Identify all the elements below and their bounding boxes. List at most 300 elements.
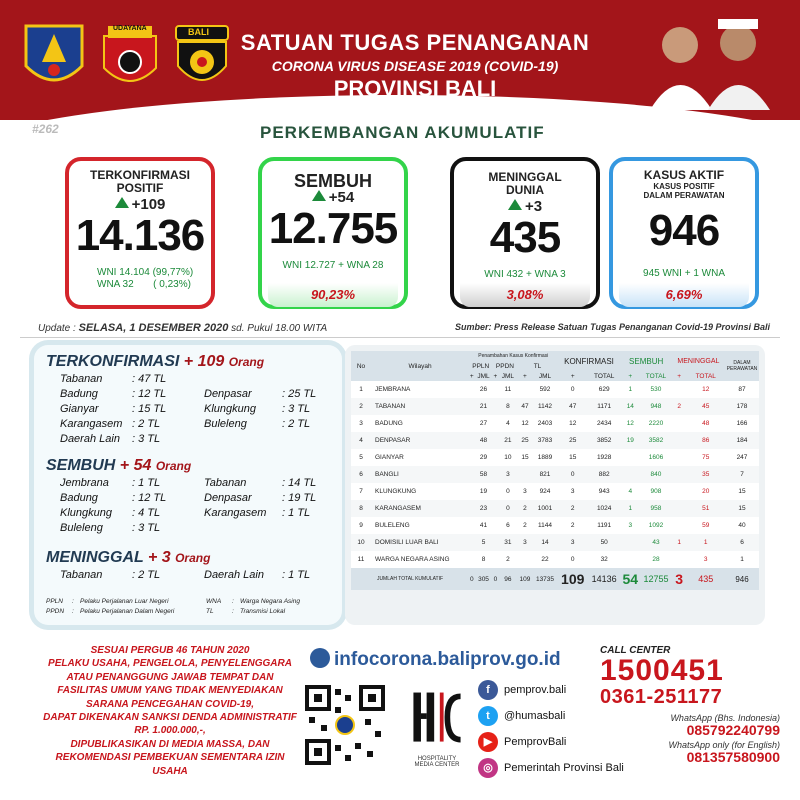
col-meninggal: MENINGGAL (672, 351, 725, 371)
table-cell: 26 (479, 386, 488, 393)
summary-region-value: : 25 TL (282, 388, 317, 400)
legend-desc: Warga Negara Asing (240, 598, 300, 605)
total-cell: 435 (686, 568, 725, 590)
table-cell: 19 (626, 437, 634, 444)
table-cell: 1144 (538, 522, 552, 529)
deaths-card (450, 157, 600, 309)
update-date: SELASA, 1 DESEMBER 2020 (78, 322, 229, 334)
table-cell: 592 (539, 386, 551, 393)
total-cell: 12755 (640, 568, 672, 590)
table-cell: 7 (740, 471, 744, 478)
col-plus: + (620, 371, 640, 381)
col-ppdn: PPDN (492, 361, 517, 371)
table-cell: 1 (703, 539, 708, 546)
table-cell: 31 (504, 539, 512, 546)
summary-deaths-title (46, 549, 210, 567)
table-cell (672, 449, 687, 466)
summary-recovered-num: + 54 (119, 457, 152, 474)
legend-colon: : (72, 598, 74, 605)
summary-region-value: : 12 TL (132, 388, 167, 400)
bali-province-emblem-icon (22, 22, 86, 94)
table-row (351, 534, 759, 551)
table-cell: 2 (570, 522, 575, 529)
twitter-icon: t (478, 706, 498, 726)
summary-region-value: : 12 TL (132, 492, 167, 504)
table-cell: 12 (702, 386, 710, 393)
table-cell: KLUNGKUNG (375, 488, 417, 495)
table-cell: 19 (479, 488, 488, 495)
table-cell: 3 (628, 522, 633, 529)
table-cell (672, 483, 687, 500)
call-center (600, 645, 780, 765)
table-cell: 58 (479, 471, 488, 478)
whatsapp-number-1[interactable]: 085792240799 (686, 722, 780, 738)
notice-line: ATAU PENANGGUNG JAWAB TEMPAT DAN (66, 671, 274, 683)
legend-abbr: TL (206, 608, 214, 615)
table-cell: 178 (736, 403, 748, 410)
legend-colon: : (232, 608, 234, 615)
summary-region-value: : 19 TL (282, 492, 317, 504)
table-cell: 3582 (648, 437, 664, 444)
table-cell: 10 (504, 454, 512, 461)
notice-line: FASILITAS UMUM YANG TIDAK MENYEDIAKAN (57, 685, 283, 697)
table-cell: KARANGASEM (375, 505, 421, 512)
table-cell: 0 (570, 556, 575, 563)
regional-table-panel (345, 345, 765, 625)
col-penambahan: Penambahan Kasus Konfirmasi (469, 351, 558, 361)
table-row (351, 381, 759, 398)
total-cell: 54 (620, 568, 640, 590)
confirmed-breakdown (69, 267, 211, 291)
summary-region-value: : 3 TL (132, 522, 161, 534)
summary-region-value: : 1 TL (282, 569, 311, 581)
col-no: No (351, 351, 371, 381)
social-handle: Pemerintah Provinsi Bali (504, 762, 624, 774)
table-cell: 5 (359, 454, 363, 461)
col-wilayah: Wilayah (371, 351, 469, 381)
confirmed-wna-pct: ( 0,23%) (153, 279, 191, 290)
recovered-total: 12.755 (268, 204, 398, 253)
table-cell: 8 (359, 505, 363, 512)
table-cell: 15 (738, 505, 746, 512)
deaths-total: 435 (489, 213, 561, 262)
col-jml: JML (475, 371, 493, 381)
deaths-increase-value: +3 (524, 198, 543, 215)
col-total: TOTAL (640, 371, 672, 381)
udayana-logo-text: UDAYANA (113, 25, 147, 32)
table-cell: 87 (738, 386, 746, 393)
legend-abbr: PPDN (46, 608, 65, 615)
title-line-1: SATUAN TUGAS PENANGANAN (240, 30, 590, 55)
total-cell: 946 (725, 568, 759, 590)
summary-region-name: Badung (60, 492, 98, 504)
globe-icon (310, 648, 330, 668)
col-sembuh: SEMBUH (620, 351, 671, 371)
call-center-number-1[interactable]: 1500451 (600, 654, 724, 687)
table-cell: 3 (570, 539, 575, 546)
summary-deaths-num: + 3 (147, 549, 171, 566)
table-cell: 1142 (538, 403, 552, 410)
table-cell: 958 (650, 505, 662, 512)
table-cell: 1 (740, 556, 744, 563)
table-cell (517, 466, 532, 483)
up-arrow-icon (115, 197, 129, 208)
table-cell: 12 (569, 420, 577, 427)
table-cell: 3 (523, 539, 527, 546)
table-cell: 12 (626, 420, 634, 427)
confirmed-wni-pct: (99,77%) (152, 267, 194, 278)
total-label: JUMLAH TOTAL KUMULATIF (351, 568, 469, 590)
legend-desc: Pelaku Perjalanan Dalam Negeri (80, 608, 175, 615)
table-cell: 43 (652, 539, 660, 546)
social-handle: PemprovBali (504, 736, 567, 748)
call-center-number-2[interactable]: 0361-251177 (600, 686, 723, 708)
notice-line: REKOMENDASI PEMBEKUAN SEMENTARA IZIN USAHA (55, 752, 285, 777)
deaths-label-1: MENINGGAL (488, 170, 562, 184)
social-link[interactable] (478, 732, 566, 752)
table-cell: 45 (702, 403, 710, 410)
table-cell: 21 (479, 403, 488, 410)
summary-region-name: Denpasar (204, 492, 252, 504)
table-cell (672, 466, 687, 483)
table-cell: 4 (628, 488, 633, 495)
social-handle: pemprov.bali (504, 684, 567, 696)
table-cell: 9 (359, 522, 363, 529)
table-cell: DOMISILI LUAR BALI (375, 539, 439, 546)
table-cell: 47 (521, 403, 529, 410)
table-cell: 821 (539, 471, 551, 478)
table-cell: BANGLI (375, 471, 399, 478)
summary-region-name: Karangasem (204, 507, 267, 519)
col-plus: + (558, 371, 588, 381)
social-link[interactable] (478, 680, 566, 700)
notice-line: SARANA PENCEGAHAN COVID-19, (86, 698, 254, 710)
summary-region-value: : 3 TL (282, 403, 311, 415)
table-cell (672, 415, 687, 432)
summary-region-name: Daerah Lain (204, 569, 264, 581)
officials-photo (620, 5, 795, 110)
active-sublabel-1: KASUS POSITIF (653, 182, 715, 191)
table-cell: 25 (521, 437, 529, 444)
legend-desc: Transmisi Lokal (240, 608, 286, 615)
table-cell: 1928 (596, 454, 612, 461)
table-cell: 2220 (648, 420, 664, 427)
table-row (351, 517, 759, 534)
summary-region-name: Gianyar (60, 403, 99, 415)
table-cell: 41 (479, 522, 488, 529)
table-cell: 12 (521, 420, 529, 427)
total-cell: 3 (672, 568, 687, 590)
table-cell: BADUNG (375, 420, 403, 427)
table-cell: 48 (702, 420, 710, 427)
summary-region-name: Karangasem (60, 418, 123, 430)
active-total: 946 (648, 206, 720, 255)
table-cell: 1 (628, 505, 633, 512)
deaths-label-2: DUNIA (506, 183, 544, 197)
table-cell: 14 (626, 403, 634, 410)
col-perawatan: DALAM PERAWATAN (725, 351, 759, 381)
table-total-row (351, 568, 759, 590)
total-cell: 96 (498, 568, 517, 590)
whatsapp-label-1: WhatsApp (Bhs. Indonesia) (670, 713, 780, 723)
summary-region-name: Daerah Lain (60, 433, 120, 445)
social-handle: @humasbali (504, 710, 566, 722)
table-cell: WARGA NEGARA ASING (375, 556, 450, 563)
active-sublabel-2: DALAM PERAWATAN (643, 191, 725, 200)
table-cell: 882 (598, 471, 610, 478)
summary-region-name: Klungkung (60, 507, 112, 519)
table-cell (672, 551, 687, 568)
table-cell: 2 (523, 505, 527, 512)
table-cell: 5 (481, 539, 486, 546)
table-cell (620, 449, 640, 466)
total-cell: 109 (517, 568, 532, 590)
summary-deaths-label: MENINGGAL (46, 549, 144, 566)
legend-abbr: WNA (206, 598, 222, 605)
table-cell: 2 (677, 403, 681, 410)
table-cell: 1 (628, 386, 633, 393)
table-cell: 948 (650, 403, 662, 410)
table-cell: 943 (598, 488, 610, 495)
deaths-label (454, 171, 596, 197)
table-cell (672, 432, 687, 449)
table-cell: 15 (521, 454, 529, 461)
source-note: Sumber: Press Release Satuan Tugas Penanganan Covid-19 Provinsi Bali (455, 322, 770, 332)
col-jml: JML (498, 371, 517, 381)
recovered-percent: 90,23% (268, 283, 398, 307)
col-plus: + (672, 371, 687, 381)
table-body (351, 381, 759, 590)
summary-deaths-unit: Orang (175, 551, 211, 565)
table-cell: 840 (650, 471, 662, 478)
confirmed-wni: WNI 14.104 (97, 267, 150, 278)
table-cell: 1191 (597, 522, 612, 529)
summary-region-name: Jembrana (60, 477, 109, 489)
table-row (351, 415, 759, 432)
table-cell: 3783 (537, 437, 553, 444)
notice-line: PELAKU USAHA, PENGELOLA, PENYELENGGARA (48, 658, 292, 670)
table-cell: 3 (703, 556, 708, 563)
total-cell: 14136 (588, 568, 621, 590)
summary-region-name: Buleleng (204, 418, 247, 430)
table-cell: 0 (506, 488, 510, 495)
table-cell: TABANAN (375, 403, 406, 410)
summary-region-value: : 2 TL (132, 418, 161, 430)
table-cell: 4 (506, 420, 510, 427)
notice-line: RP. 1.000.000,-, (134, 725, 206, 737)
table-cell: 28 (652, 556, 660, 563)
summary-region-value: : 2 TL (132, 569, 161, 581)
youtube-icon: ▶ (478, 732, 498, 752)
summary-recovered-unit: Orang (155, 459, 192, 473)
active-breakdown: 945 WNI + 1 WNA (643, 268, 725, 279)
table-cell: 3 (570, 488, 575, 495)
table-cell: 3 (523, 488, 527, 495)
table-cell: 3852 (596, 437, 612, 444)
table-cell: 924 (539, 488, 551, 495)
title-line-2: CORONA VIRUS DISEASE 2019 (COVID-19) (271, 58, 559, 74)
table-cell: 166 (736, 420, 748, 427)
col-konfirmasi: KONFIRMASI (558, 351, 621, 371)
confirmed-increase-value: +109 (131, 196, 166, 213)
table-cell: 14 (541, 539, 549, 546)
recovered-card (258, 157, 408, 309)
col-plus: + (517, 371, 532, 381)
table-cell: 15 (569, 454, 577, 461)
active-card (609, 157, 759, 309)
confirmed-wna: WNA 32 (97, 279, 134, 290)
recovered-breakdown: WNI 12.727 + WNA 28 (282, 260, 384, 271)
active-label: KASUS AKTIF (643, 168, 725, 182)
summary-recovered-title (46, 457, 191, 475)
table-cell: 47 (569, 403, 577, 410)
table-cell: 0 (570, 471, 575, 478)
title-line-3: PROVINSI BALI (333, 76, 497, 101)
instagram-icon: ◎ (478, 758, 498, 778)
summary-region-value: : 47 TL (132, 373, 167, 385)
table-cell: 29 (479, 454, 488, 461)
table-cell: 25 (569, 437, 577, 444)
table-cell: JEMBRANA (375, 386, 411, 393)
table-cell (620, 534, 640, 551)
table-cell: 247 (736, 454, 748, 461)
notice-line: DAPAT DIKENAKAN SANKSI DENDA ADMINISTRATIF (43, 712, 297, 724)
table-cell: 59 (702, 522, 710, 529)
table-cell (672, 381, 687, 398)
total-cell: 13735 (532, 568, 557, 590)
total-cell: 305 (475, 568, 493, 590)
summary-region-value: : 1 TL (132, 477, 161, 489)
table-cell: 1092 (648, 522, 664, 529)
daily-summary-panel (34, 345, 342, 625)
website-link[interactable] (310, 648, 561, 671)
deaths-percent: 3,08% (460, 283, 590, 307)
table-cell: 1606 (648, 454, 664, 461)
summary-region-name: Klungkung (204, 403, 256, 415)
table-cell: 48 (479, 437, 488, 444)
regional-table (351, 351, 759, 590)
facebook-icon: f (478, 680, 498, 700)
table-cell: 50 (600, 539, 608, 546)
table-cell: 21 (504, 437, 512, 444)
notice-line: SESUAI PERGUB 46 TAHUN 2020 (90, 645, 250, 656)
table-cell: 27 (479, 420, 488, 427)
summary-region-name: Buleleng (60, 522, 103, 534)
table-cell: 7 (359, 488, 363, 495)
update-prefix: Update : (38, 323, 76, 334)
whatsapp-number-2[interactable]: 081357580900 (686, 749, 780, 765)
confirmed-label-2: POSITIF (116, 181, 164, 195)
col-total: TOTAL (686, 371, 725, 381)
table-cell: 6 (506, 522, 510, 529)
notice-line: DIPUBLIKASIKAN DI MEDIA MASSA, DAN (70, 738, 270, 750)
table-cell (517, 381, 532, 398)
qr-code-icon[interactable] (305, 685, 385, 765)
table-row (351, 466, 759, 483)
table-cell (620, 466, 640, 483)
table-cell: 51 (702, 505, 710, 512)
table-cell: DENPASAR (375, 437, 411, 444)
up-arrow-icon (508, 199, 522, 210)
table-cell: 3 (506, 471, 510, 478)
summary-region-value: : 1 TL (282, 507, 311, 519)
table-cell: 40 (738, 522, 746, 529)
table-cell: 1889 (537, 454, 553, 461)
table-row (351, 500, 759, 517)
table-cell: 6 (740, 539, 744, 546)
header-title (235, 30, 595, 102)
call-center-label: CALL CENTER (600, 645, 671, 656)
table-cell: 3 (359, 420, 363, 427)
summary-region-name: Denpasar (204, 388, 252, 400)
table-cell: 20 (702, 488, 710, 495)
regulation-notice (40, 644, 300, 778)
udayana-military-emblem-icon (98, 22, 162, 94)
summary-region-value: : 15 TL (132, 403, 167, 415)
table-cell: 8 (481, 556, 486, 563)
table-cell: 1171 (597, 403, 612, 410)
table-cell: 2 (359, 403, 363, 410)
table-row (351, 449, 759, 466)
col-tl: TL (517, 361, 557, 371)
table-cell: 2 (570, 505, 575, 512)
table-cell: 629 (598, 386, 610, 393)
bulletin-number: #262 (32, 122, 59, 136)
table-cell: 0 (506, 505, 510, 512)
hospitality-media-center-logo (402, 685, 472, 770)
legend-colon: : (72, 608, 74, 615)
active-sublabel (613, 182, 755, 200)
social-link[interactable] (478, 706, 565, 726)
col-ppln: PPLN (469, 361, 492, 371)
table-cell: 2434 (596, 420, 612, 427)
table-row (351, 551, 759, 568)
summary-confirmed-num: + 109 (183, 353, 225, 370)
table-cell: 10 (357, 539, 365, 546)
total-cell: 0 (492, 568, 498, 590)
table-cell: 86 (702, 437, 710, 444)
table-cell: BULELENG (375, 522, 410, 529)
recovered-label: SEMBUH (293, 171, 372, 191)
summary-confirmed-unit: Orang (228, 355, 265, 369)
table-cell: 4 (359, 437, 363, 444)
table-row (351, 483, 759, 500)
table-cell: 22 (541, 556, 549, 563)
table-cell: 1 (677, 539, 681, 546)
table-cell: 23 (479, 505, 488, 512)
table-cell: 35 (702, 471, 710, 478)
table-cell (672, 517, 687, 534)
table-cell (620, 551, 640, 568)
whatsapp-label-2: WhatsApp only (for English) (668, 740, 780, 750)
hmc-label-2: MEDIA CENTER (414, 762, 460, 768)
col-total: TOTAL (588, 371, 621, 381)
legend-desc: Pelaku Perjalanan Luar Negeri (80, 598, 169, 605)
active-percent: 6,69% (619, 283, 749, 307)
deaths-breakdown: WNI 432 + WNA 3 (484, 269, 566, 280)
summary-region-name: Badung (60, 388, 98, 400)
table-cell: 8 (506, 403, 510, 410)
total-cell: 109 (558, 568, 588, 590)
recovered-increase-value: +54 (328, 189, 355, 206)
table-cell: 1024 (596, 505, 612, 512)
col-plus: + (493, 372, 498, 380)
summary-region-name: Tabanan (204, 477, 247, 489)
summary-region-value: : 14 TL (282, 477, 317, 489)
summary-region-name: Tabanan (60, 373, 103, 385)
legend-abbr: PPLN (46, 598, 63, 605)
table-cell (672, 500, 687, 517)
